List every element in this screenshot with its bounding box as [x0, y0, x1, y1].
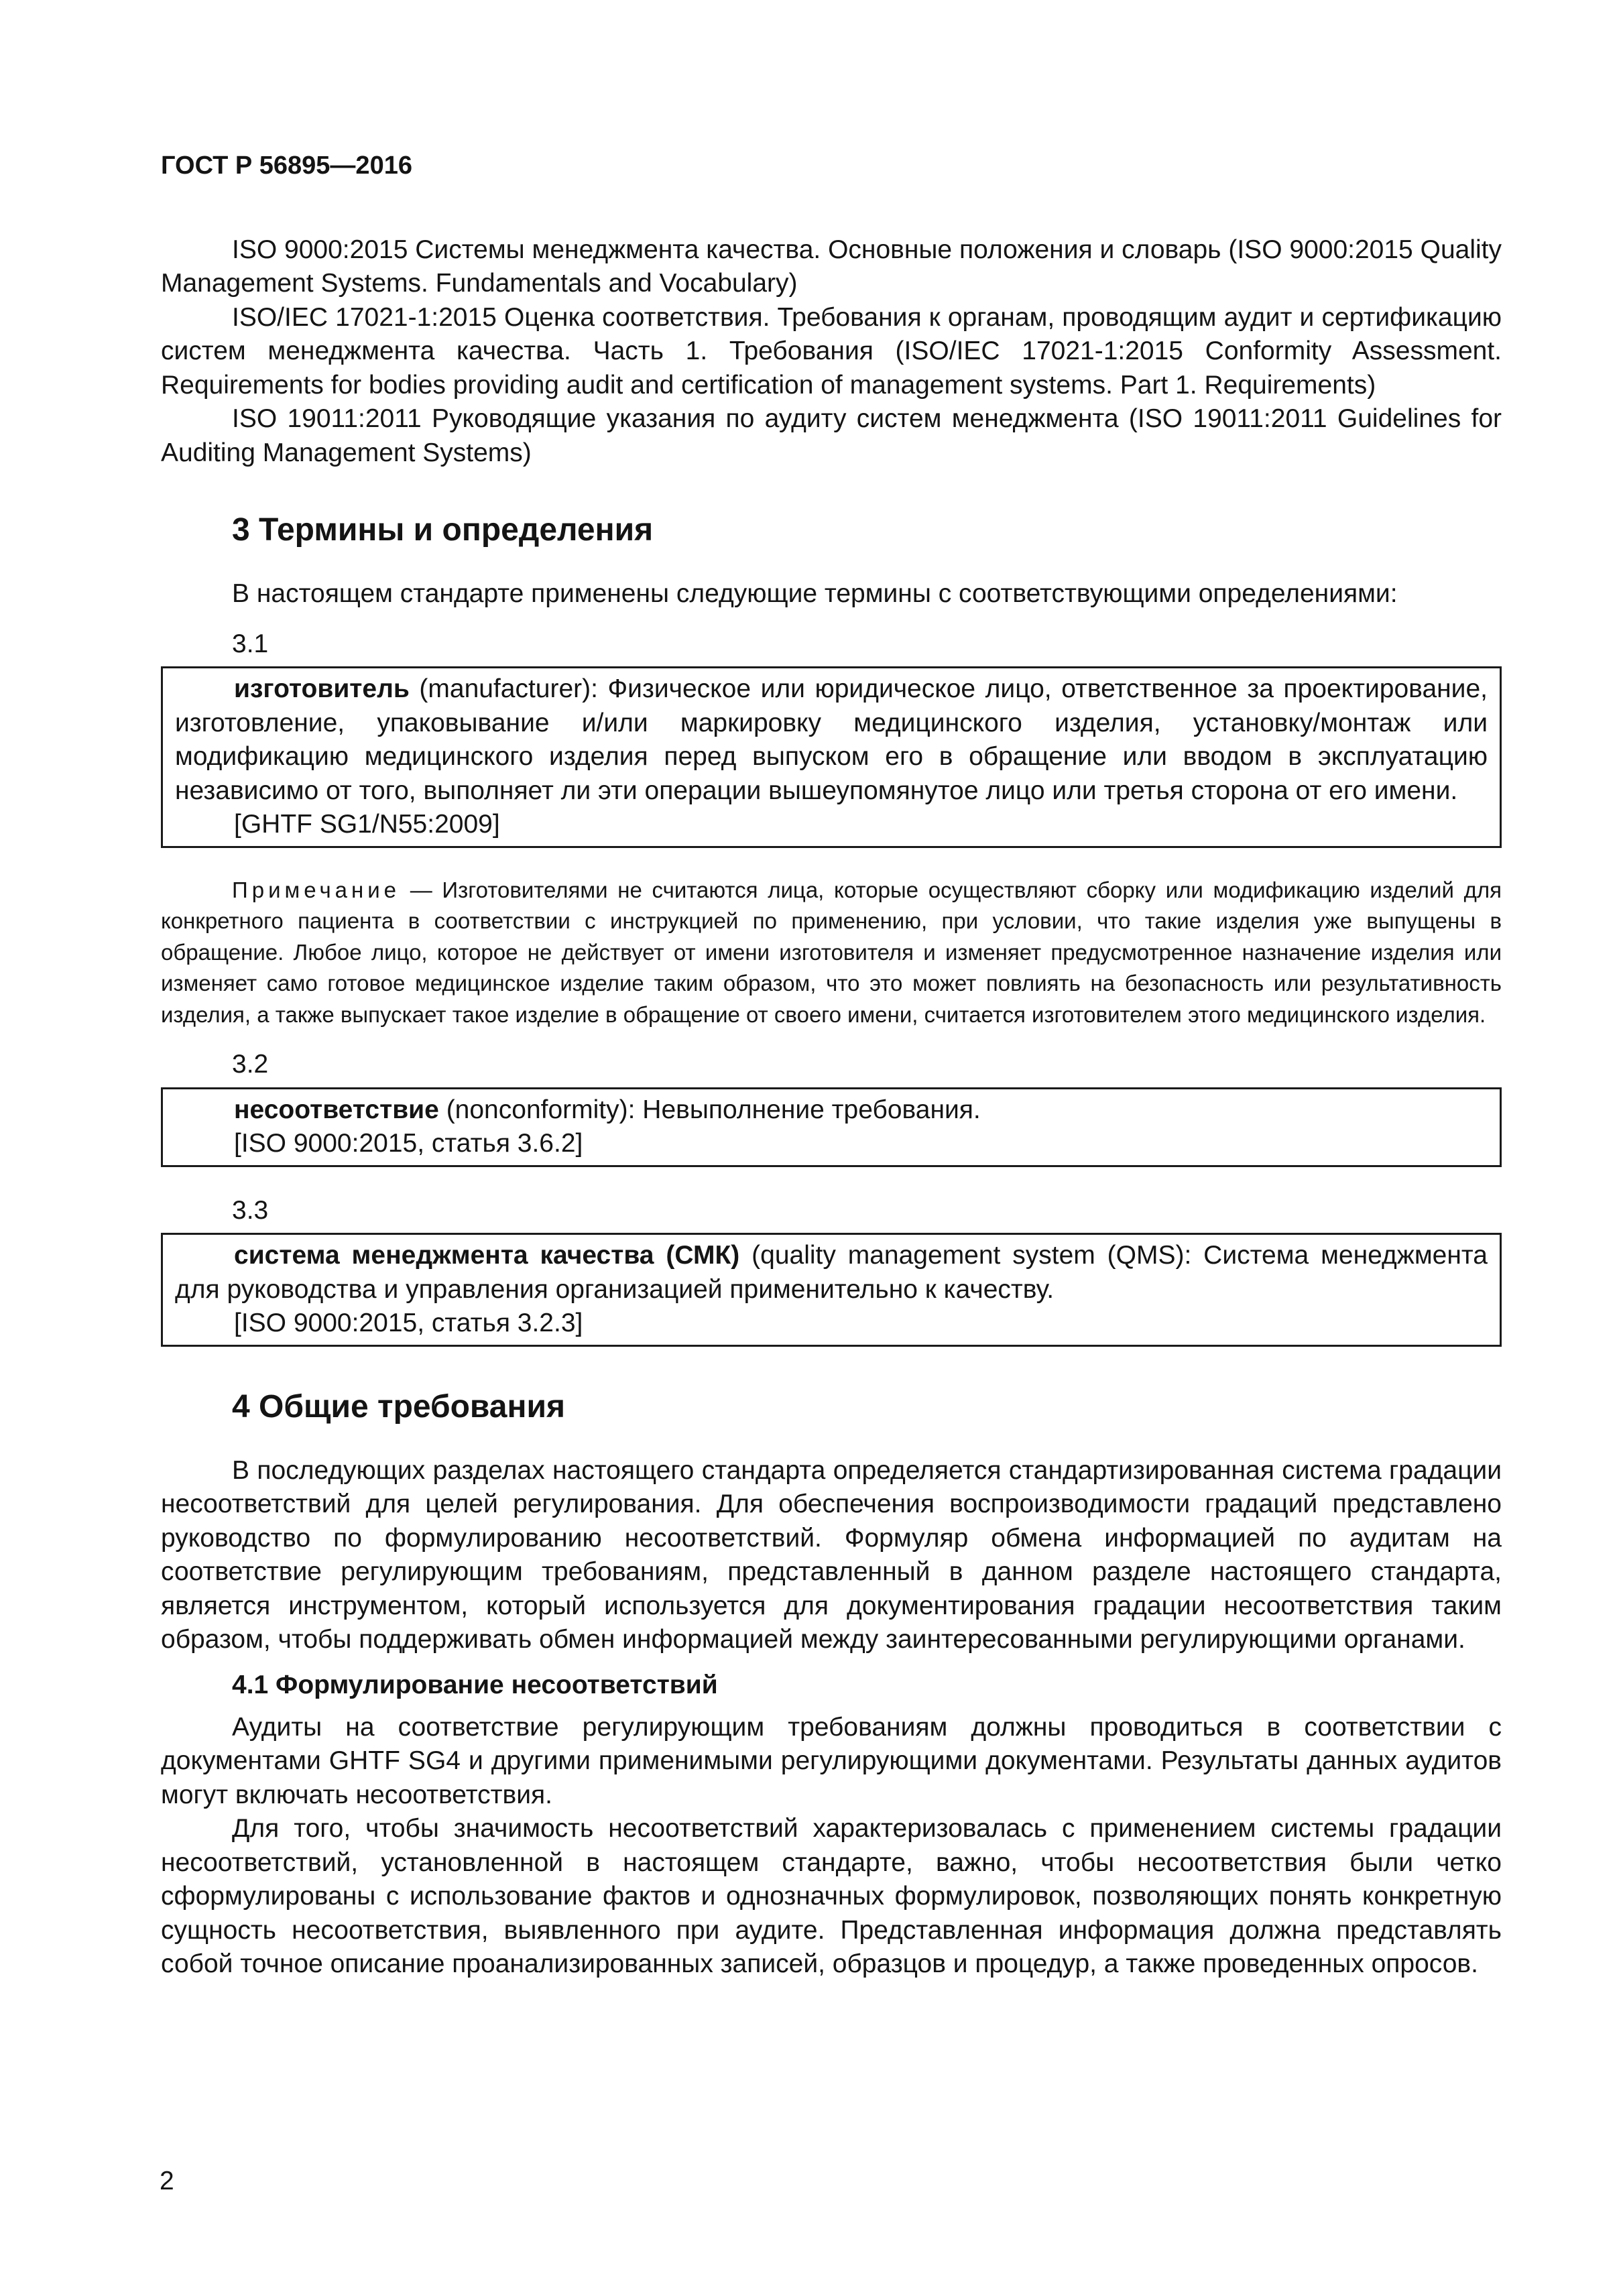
page-number: 2: [160, 2167, 174, 2195]
term-name: система менеджмента качества (СМК): [234, 1241, 740, 1270]
section-3-title: 3 Термины и определения: [232, 512, 654, 548]
reference-item: ISO 19011:2011 Руководящие указания по аудиту систем менеджмента (ISO 19011:2011 Guidelines for Auditing Management Systems): [161, 404, 1502, 467]
term-definition: [175, 1239, 1488, 1307]
term-number: 3.2: [232, 1050, 269, 1079]
term-definition-box: [161, 1087, 1502, 1167]
reference-item: ISO/IEC 17021-1:2015 Оценка соответствия. Требования к органам, проводящим аудит и сертификацию систем менеджмента качества. Часть 1. Требования (ISO/IEC 17021-1:2015 Conformity Assessment. Requirements for bodies providing audit and certification of management systems. Part 1. Requirements): [161, 302, 1502, 400]
document-code: ГОСТ Р 56895—2016: [161, 152, 412, 180]
reference-item: ISO 9000:2015 Системы менеджмента качества. Основные положения и словарь (ISO 9000:2015 Quality Management Systems. Fundamentals and Vocabulary): [161, 235, 1502, 298]
term-source: [ISO 9000:2015, статья 3.2.3]: [234, 1309, 583, 1337]
term-number: 3.1: [232, 629, 269, 658]
term-name: изготовитель: [234, 674, 410, 703]
term-name: несоответствие: [234, 1095, 439, 1124]
term-text: (nonconformity): Невыполнение требования.: [438, 1095, 981, 1124]
document-page: [161, 149, 1502, 1982]
note-label: Примечание: [232, 877, 401, 902]
term-definition: [175, 672, 1488, 808]
term-definition: [175, 1093, 1488, 1128]
section-4-title: 4 Общие требования: [232, 1388, 565, 1425]
term-definition-box: [161, 666, 1502, 848]
normative-references: [161, 233, 1502, 471]
term-text: (quality management system (QMS): Система менеджмента для руководства и управления организацией применительно к качеству.: [175, 1241, 1488, 1304]
term-source: [GHTF SG1/N55:2009]: [234, 810, 500, 839]
subsection-4-1-paragraph: Для того, чтобы значимость несоответствий характеризовалась с применением системы градации несоответствий, установленной в настоящем стандарте, важно, чтобы несоответствия были четко сформулированы с использование фактов и однозначных формулировок, позволяющих понять конкретную сущность несоответствия, выявленного при аудите. Представленная информация должна представлять собой точное описание проанализированных записей, образцов и процедур, а также проведенных опросов.: [161, 1814, 1502, 1978]
subsection-4-1-title: 4.1 Формулирование несоответствий: [232, 1670, 718, 1699]
note-text: — Изготовителями не считаются лица, которые осуществляют сборку или модификацию изделий для конкретного пациента в соответствии с инструкцией по применению, при условии, что такие изделия уже выпущены в обращение. Любое лицо, которое не действует от имени изготовителя и изменяет предусмотренное назначение изделия или изменяет само готовое медицинское изделие таким образом, что это может повлиять на безопасность или результативность изделия, а также выпускает такое изделие в обращение от своего имени, считается изготовителем этого медицинского изделия.: [161, 877, 1502, 1027]
section-4-paragraph: В последующих разделах настоящего стандарта определяется стандартизированная система градации несоответствий для целей регулирования. Для обеспечения воспроизводимости градаций представлено руководство по формулированию несоответствий. Формуляр обмена информацией по аудитам на соответствие регулирующим требованиям, представленный в данном разделе настоящего стандарта, является инструментом, который используется для документирования градации несоответствия таким образом, чтобы поддерживать обмен информацией между заинтересованными регулирующими органами.: [161, 1455, 1502, 1654]
subsection-4-1-paragraph: Аудиты на соответствие регулирующим требованиям должны проводиться в соответствии с документами GHTF SG4 и другими применимыми регулирующими документами. Результаты данных аудитов могут включать несоответствия.: [161, 1712, 1502, 1809]
term-text: (manufacturer): Физическое или юридическое лицо, ответственное за проектирование, изготовление, упаковывание и/или маркировку медицинского изделия, установку/монтаж или модификацию медицинского изделия перед выпуском его в обращение или вводом в эксплуатацию независимо от того, выполняет ли эти операции вышеупомянутое лицо или третья сторона от его имени.: [175, 674, 1488, 805]
term-source: [ISO 9000:2015, статья 3.6.2]: [234, 1129, 583, 1158]
term-note: [161, 875, 1502, 1031]
term-definition-box: [161, 1233, 1502, 1347]
term-number: 3.3: [232, 1195, 269, 1225]
section-3-intro: В настоящем стандарте применены следующие термины с соответствующими определениями:: [232, 579, 1398, 608]
